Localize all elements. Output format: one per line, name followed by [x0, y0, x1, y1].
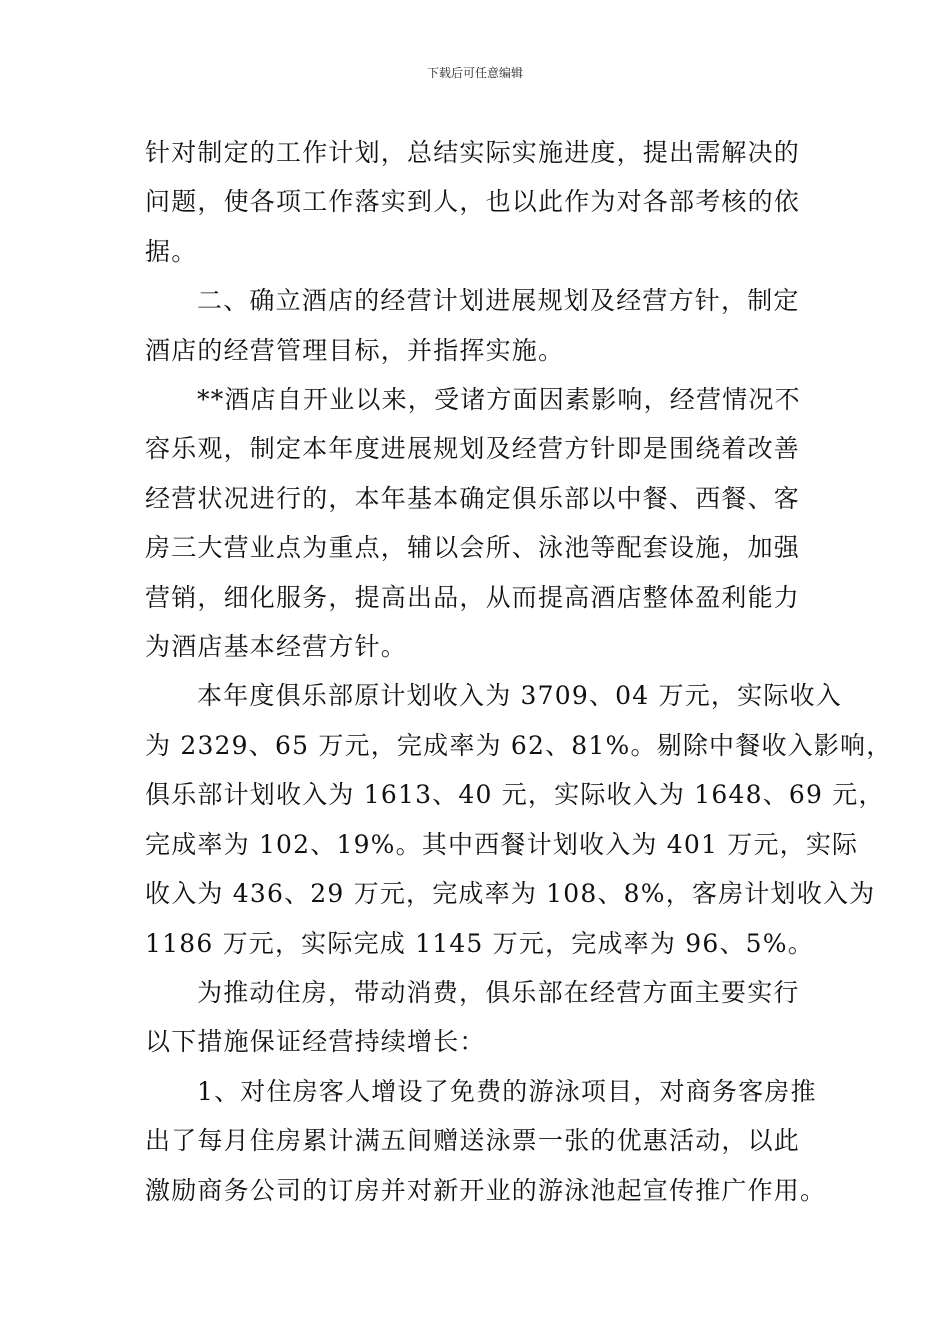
- paragraph-start-line: 1、对住房客人增设了免费的游泳项目，对商务客房推: [197, 1076, 817, 1106]
- document-body: [145, 128, 893, 1215]
- text-line: 出了每月住房累计满五间赠送泳票一张的优惠活动，以此: [145, 1126, 801, 1156]
- text-line: 以下措施保证经营持续增长：: [145, 1027, 486, 1057]
- text-line: 问题，使各项工作落实到人，也以此作为对各部考核的依: [145, 187, 801, 217]
- paragraph-start-line: **酒店自开业以来，受诸方面因素影响，经营情况不: [197, 385, 801, 415]
- text-line: 激励商务公司的订房并对新开业的游泳池起宣传推广作用。: [145, 1175, 827, 1205]
- text-line: 酒店的经营管理目标，并指挥实施。: [145, 335, 565, 365]
- text-line: 收入为 436、29 万元，完成率为 108、8%，客房计划收入为: [145, 879, 876, 909]
- text-line: 1186 万元，实际完成 1145 万元，完成率为 96、5%。: [145, 928, 814, 958]
- text-line: 为酒店基本经营方针。: [145, 632, 408, 662]
- text-line: 完成率为 102、19%。其中西餐计划收入为 401 万元，实际: [145, 829, 859, 859]
- text-line: 容乐观，制定本年度进展规划及经营方针即是围绕着改善: [145, 434, 801, 464]
- text-line: 俱乐部计划收入为 1613、40 元，实际收入为 1648、69 元，: [145, 780, 885, 810]
- text-line: 为 2329、65 万元，完成率为 62、81%。剔除中餐收入影响，: [145, 730, 893, 760]
- text-line: 营销，细化服务，提高出品，从而提高酒店整体盈利能力: [145, 582, 801, 612]
- text-line: 房三大营业点为重点，辅以会所、泳池等配套设施，加强: [145, 533, 801, 563]
- paragraph-start-line: 二、确立酒店的经营计划进展规划及经营方针，制定: [197, 286, 800, 316]
- text-line: 经营状况进行的，本年基本确定俱乐部以中餐、西餐、客: [145, 483, 801, 513]
- paragraph-start-line: 本年度俱乐部原计划收入为 3709、04 万元，实际收入: [197, 681, 842, 711]
- paragraph-start-line: 为推动住房，带动消费，俱乐部在经营方面主要实行: [197, 977, 800, 1007]
- text-line: 据。: [145, 236, 198, 266]
- text-line: 针对制定的工作计划，总结实际实施进度，提出需解决的: [145, 138, 801, 167]
- page-header-note: 下载后可任意编辑: [426, 66, 523, 80]
